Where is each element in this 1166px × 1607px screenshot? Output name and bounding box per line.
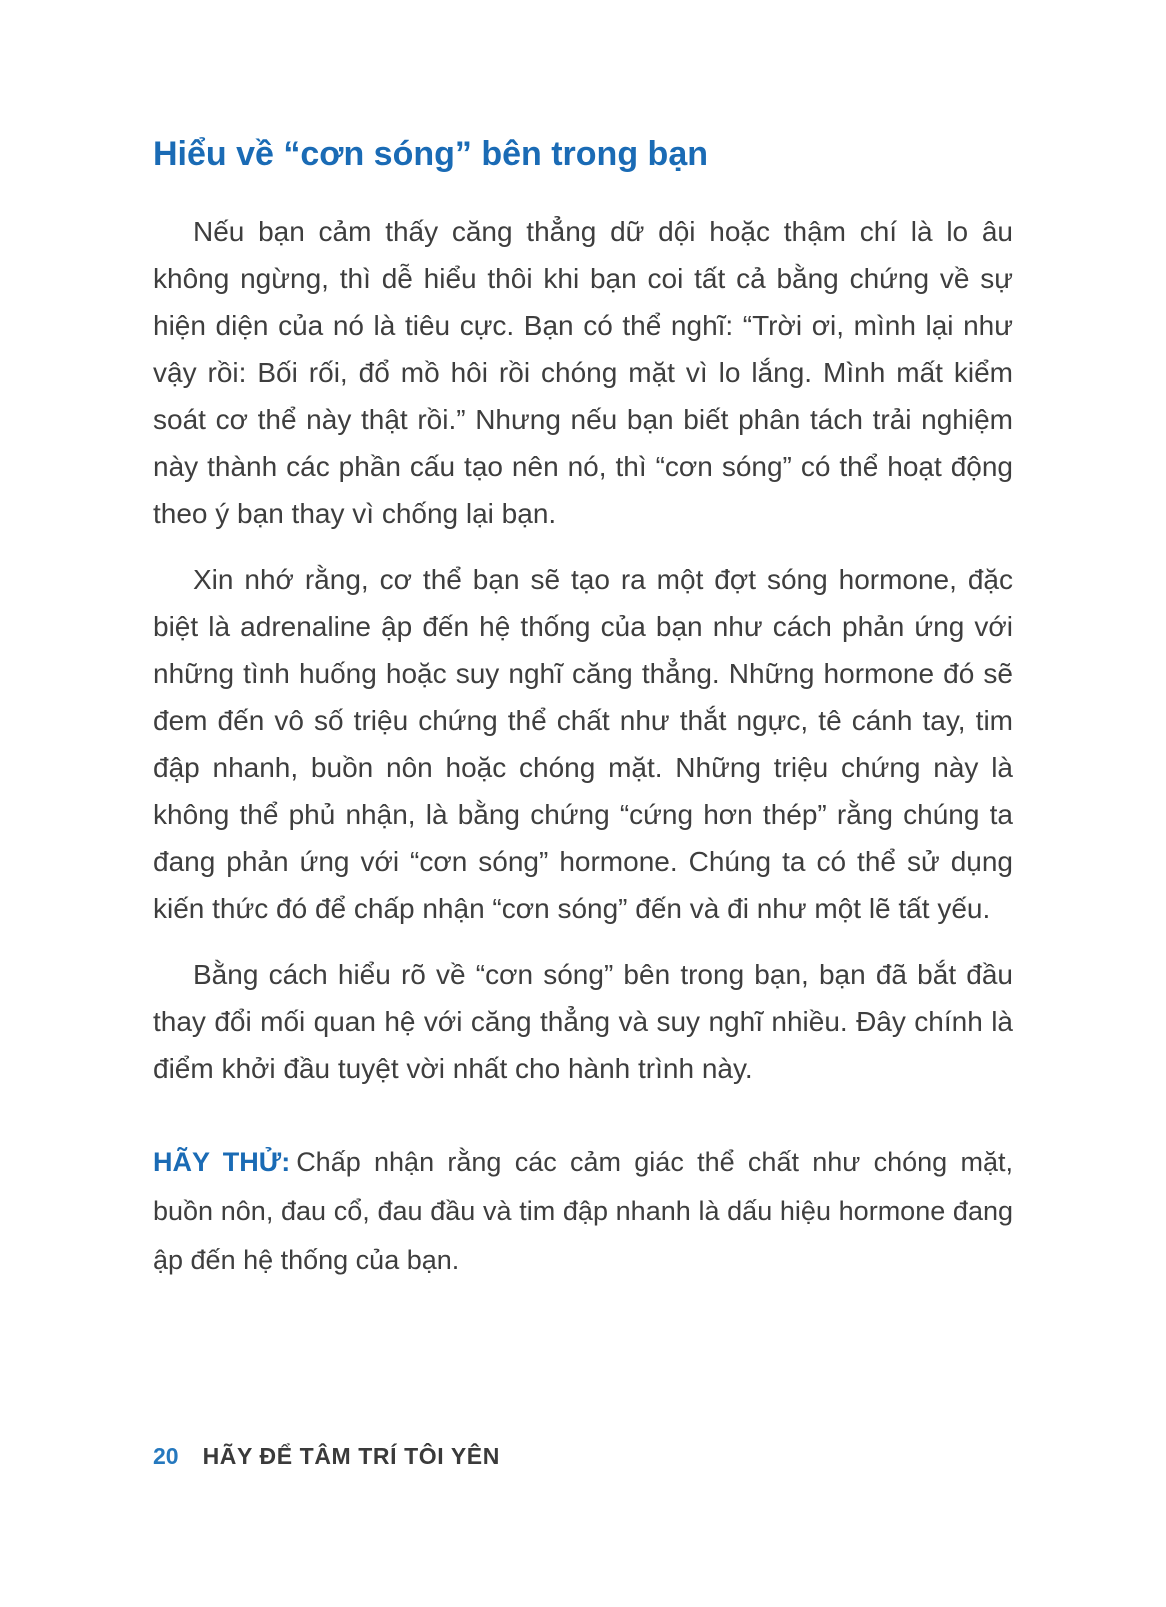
page-footer <box>153 1443 500 1470</box>
section-heading: Hiểu về “cơn sóng” bên trong bạn <box>153 135 708 173</box>
paragraph-1: Nếu bạn cảm thấy căng thẳng dữ dội hoặc thậm chí là lo âu không ngừng, thì dễ hiểu thôi khi bạn coi tất cả bằng chứng về sự hiện diện của nó là tiêu cực. Bạn có thể nghĩ: “Trời ơi, mình lại như vậy rồi: Bối rối, đổ mồ hôi rồi chóng mặt vì lo lắng. Mình mất kiểm soát cơ thể này thật rồi.” Nhưng nếu bạn biết phân tách trải nghiệm này thành các phần cấu tạo nên nó, thì “cơn sóng” có thể hoạt động theo ý bạn thay vì chống lại bạn. <box>153 215 1013 529</box>
page-content <box>153 133 1013 1285</box>
paragraph-3: Bằng cách hiểu rõ về “cơn sóng” bên trong bạn, bạn đã bắt đầu thay đổi mối quan hệ với căng thẳng và suy nghĩ nhiều. Đây chính là điểm khởi đầu tuyệt vời nhất cho hành trình này. <box>153 958 1013 1084</box>
book-title: HÃY ĐỂ TÂM TRÍ TÔI YÊN <box>202 1443 500 1469</box>
page-number: 20 <box>153 1443 179 1469</box>
paragraph-2: Xin nhớ rằng, cơ thể bạn sẽ tạo ra một đợt sóng hormone, đặc biệt là adrenaline ập đến hệ thống của bạn như cách phản ứng với những tình huống hoặc suy nghĩ căng thẳng. Những hormone đó sẽ đem đến vô số triệu chứng thể chất như thắt ngực, tê cánh tay, tim đập nhanh, buồn nôn hoặc chóng mặt. Những triệu chứng này là không thể phủ nhận, là bằng chứng “cứng hơn thép” rằng chúng ta đang phản ứng với “cơn sóng” hormone. Chúng ta có thể sử dụng kiến thức đó để chấp nhận “cơn sóng” đến và đi như một lẽ tất yếu. <box>153 563 1013 924</box>
try-this-text: Chấp nhận rằng các cảm giác thể chất như chóng mặt, buồn nôn, đau cổ, đau đầu và tim đập nhanh là dấu hiệu hormone đang ập đến hệ thống của bạn. <box>153 1146 1013 1275</box>
try-this-label: HÃY THỬ: <box>153 1146 291 1177</box>
try-this-callout <box>153 1138 1013 1285</box>
